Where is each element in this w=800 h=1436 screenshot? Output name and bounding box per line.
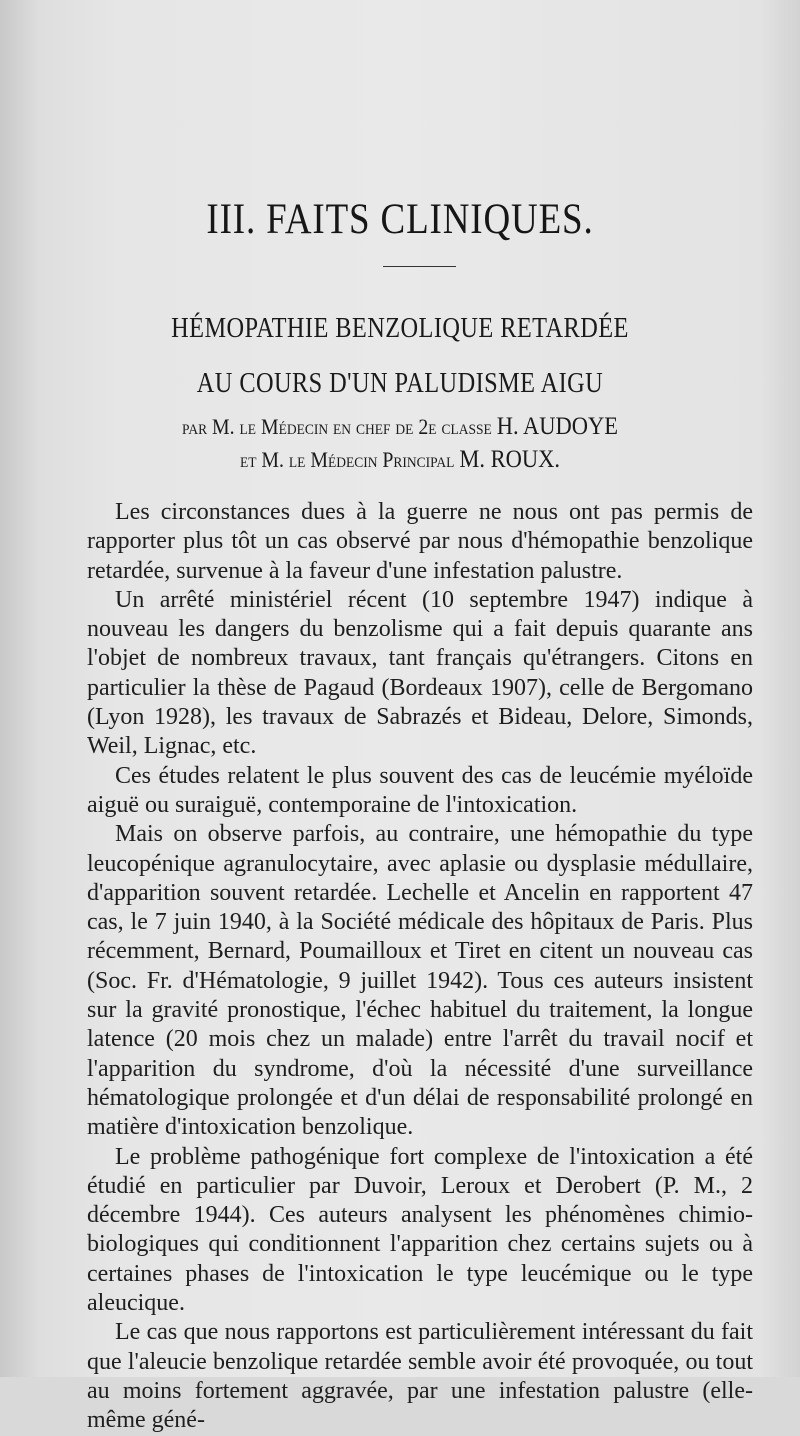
- byline-second-author: [40, 446, 760, 474]
- byline-second-name: M. ROUX.: [459, 446, 561, 473]
- byline-second-prefix: et M. le Médecin Principal: [239, 447, 455, 472]
- body-paragraph: Ces études relatent le plus souvent des cas de leucémie myéloïde aiguë ou suraiguë, contemporaine de l'intoxication.: [87, 762, 753, 818]
- byline-first-author: [40, 413, 760, 441]
- article-title-line-2: AU COURS D'UN PALUDISME AIGU: [196, 367, 604, 399]
- byline-first-name: H. AUDOYE: [496, 413, 618, 440]
- section-heading: III. FAITS CLINIQUES.: [206, 196, 594, 243]
- body-paragraph: Le problème pathogénique fort complexe de l'intoxication a été étudié en particulier par Duvoir, Leroux et Derobert (P. M., 2 décembre 1944). Ces auteurs analysent les phénomènes chimio-biologiques qui conditionnent l'apparition chez certains sujets ou à certaines phases de l'intoxication le type leucémique ou le type aleucique.: [87, 1143, 753, 1317]
- article-body: [87, 498, 753, 1436]
- body-paragraph: Les circonstances dues à la guerre ne nous ont pas permis de rapporter plus tôt un cas observé par nous d'hémopathie benzolique retardée, survenue à la faveur d'une infestation palustre.: [87, 499, 753, 584]
- body-paragraph: Un arrêté ministériel récent (10 septembre 1947) indique à nouveau les dangers du benzolisme qui a fait depuis quarante ans l'objet de nombreux travaux, tant français qu'étrangers. Citons en particulier la thèse de Pagaud (Bordeaux 1907), celle de Bergomano (Lyon 1928), les travaux de Sabrazés et Bideau, Delore, Simonds, Weil, Lignac, etc.: [87, 586, 753, 760]
- byline-first-prefix: par M. le Médecin en chef de 2e classe: [182, 414, 492, 439]
- body-paragraph: Mais on observe parfois, au contraire, une hémopathie du type leucopénique agranulocytaire, avec aplasie ou dysplasie médullaire, d'apparition souvent retardée. Lechelle et Ancelin en rapportent 47 cas, le 7 juin 1940, à la Société médicale des hôpitaux de Paris. Plus récemment, Bernard, Poumailloux et Tiret en citent un nouveau cas (Soc. Fr. d'Hématologie, 9 juillet 1942). Tous ces auteurs insistent sur la gravité pronostique, l'échec habituel du traitement, la longue latence (20 mois chez un malade) entre l'arrêt du travail nocif et l'apparition du syndrome, d'où la nécessité d'une surveillance hématologique prolongée et d'un délai de responsabilité prolongé en matière d'intoxication benzolique.: [87, 821, 753, 1141]
- article-title-line-1: HÉMOPATHIE BENZOLIQUE RETARDÉE: [171, 312, 629, 344]
- heading-rule: [383, 266, 456, 267]
- body-paragraph: Le cas que nous rapportons est particulièrement intéressant du fait que l'aleucie benzolique retardée semble avoir été provoquée, ou tout au moins fortement aggravée, par une infestation palustre (elle-même géné-: [87, 1319, 753, 1434]
